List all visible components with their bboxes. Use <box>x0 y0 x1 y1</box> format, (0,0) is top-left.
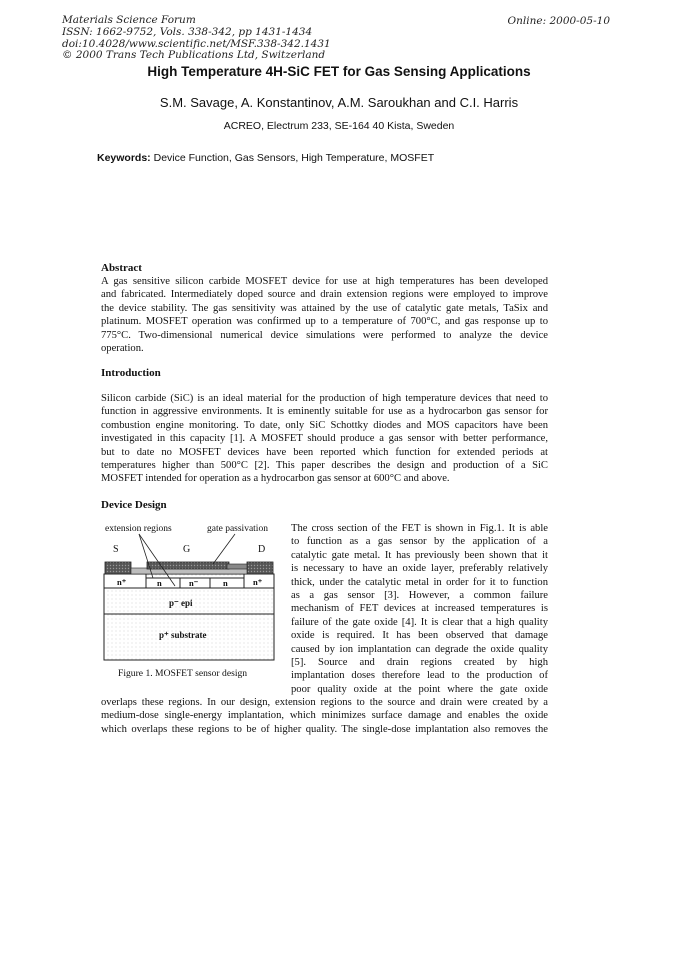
abstract-heading: Abstract <box>101 262 142 274</box>
label-n-plus-right: n⁺ <box>253 577 263 587</box>
keywords-label: Keywords: <box>97 152 151 164</box>
abstract-line: and fabricated. Intermediately doped source and drain extension regions were employed to improve <box>101 289 548 301</box>
column-line: [5]. Source and drain regions created by high <box>291 657 548 669</box>
label-n-minus: n⁻ <box>189 578 199 588</box>
paper-title: High Temperature 4H-SiC FET for Gas Sensing Applications <box>147 64 531 79</box>
abstract-line: the device stability. The gas sensitivity was attained by the use of catalytic gate metals, TaSix and <box>101 302 548 314</box>
introduction-line: MOSFET intended for operation as a hydrocarbon gas sensor at 600°C and above. <box>101 473 450 485</box>
introduction-line: combustion engine monitoring. To date, only SiC Schottky diodes and MOS capacitors have been <box>101 419 548 431</box>
column-line: failure of the gate oxide [4]. It is clear that a high quality <box>291 616 548 628</box>
label-n-right: n <box>223 578 228 588</box>
introduction-heading: Introduction <box>101 367 161 379</box>
device-design-column-text <box>291 522 548 696</box>
issn-line: ISSN: 1662-9752, Vols. 338-342, pp 1431-1434 <box>62 25 313 38</box>
label-n-plus-left: n⁺ <box>117 577 127 587</box>
affiliation: ACREO, Electrum 233, SE-164 40 Kista, Sweden <box>223 120 455 132</box>
mosfet-cross-section-diagram <box>103 522 275 662</box>
gate-passivation-layer <box>227 564 247 569</box>
introduction-line: but to date no MOSFET devices have been reported which function for extended periods at <box>101 446 548 458</box>
keywords <box>97 152 434 164</box>
column-line: oxide is required. It has been observed that damage <box>291 630 548 642</box>
label-n-left: n <box>157 578 162 588</box>
continuation-line: overlaps these regions. In our design, extension regions to the source and drain were created by a <box>101 697 548 708</box>
introduction-line: function in aggressive environments. It is eminently suitable for use as a hydrocarbon gas sensor for <box>101 406 548 418</box>
label-gate-passivation: gate passivation <box>207 524 268 534</box>
continuation-line: medium-dose single-energy implantation, which minimizes surface damage and enables the oxide <box>101 710 548 722</box>
introduction-line: temperatures higher than 500°C [2]. This paper describes the design and production of a SiC <box>101 460 548 472</box>
label-p-substrate: p⁺ substrate <box>159 630 207 640</box>
column-line: caused by ion implantation can degrade the oxide quality <box>291 643 548 655</box>
device-design-continuation <box>101 696 548 736</box>
label-source: S <box>113 544 119 555</box>
column-line: mechanism of FET devices at increased temperatures is <box>291 603 548 615</box>
introduction-line: Silicon carbide (SiC) is an ideal material for the production of high temperature devices that need to <box>101 393 548 404</box>
column-line: poor quality oxide at the point where the gate oxide <box>291 683 548 695</box>
column-line: thick, under the catalytic metal in order for it to function <box>291 576 548 588</box>
column-line: to function as a gas sensor by the application of a <box>291 536 548 548</box>
label-drain: D <box>258 544 266 555</box>
column-line: as a gas sensor [3]. However, a common failure <box>291 590 548 602</box>
introduction-line: investigated in this capacity [1]. A MOSFET should produce a gas sensor with better performance, <box>101 433 548 445</box>
source-contact <box>105 562 131 574</box>
label-gate: G <box>183 544 191 555</box>
keywords-text: Device Function, Gas Sensors, High Temperature, MOSFET <box>153 152 435 164</box>
abstract-line: operation. <box>101 343 144 355</box>
introduction-body <box>101 392 548 486</box>
column-line: is necessary to have an oxide layer, preferably relatively <box>291 563 548 575</box>
doi-line: doi:10.4028/www.scientific.net/MSF.338-342.1431 <box>62 37 331 50</box>
drain-contact <box>247 562 273 574</box>
continuation-line: which overlaps these regions to be of higher quality. The single-dose implantation also removes the <box>101 723 548 735</box>
journal-name: Materials Science Forum <box>62 14 196 26</box>
label-p-epi: p⁻ epi <box>169 598 193 608</box>
abstract-line: A gas sensitive silicon carbide MOSFET device for use at high temperatures has been developed <box>101 276 548 287</box>
abstract-line: 775°C. Two-dimensional numerical device simulations were performed to analyze the device <box>101 329 548 341</box>
journal-header <box>62 15 331 62</box>
copyright-line: © 2000 Trans Tech Publications Ltd, Switzerland <box>62 49 326 62</box>
abstract-body <box>101 275 548 355</box>
column-line: The cross section of the FET is shown in Fig.1. It is able <box>291 523 548 534</box>
passivation-pointer <box>213 534 235 564</box>
n-extension-left-region <box>146 578 180 588</box>
label-extension-regions: extension regions <box>105 524 172 534</box>
author-list: S.M. Savage, A. Konstantinov, A.M. Saroukhan and C.I. Harris <box>159 95 519 110</box>
figure-caption: Figure 1. MOSFET sensor design <box>118 668 248 679</box>
device-design-heading: Device Design <box>101 499 167 511</box>
abstract-line: platinum. MOSFET operation was confirmed up to a temperature of 700°C, and gas response up to <box>101 316 548 328</box>
mosfet-figure <box>103 522 275 662</box>
column-line: implantation doses therefore lead to the production of <box>291 670 548 682</box>
online-date: Online: 2000-05-10 <box>507 15 610 27</box>
column-line: catalytic gate metal. It has previously been shown that it <box>291 549 548 561</box>
